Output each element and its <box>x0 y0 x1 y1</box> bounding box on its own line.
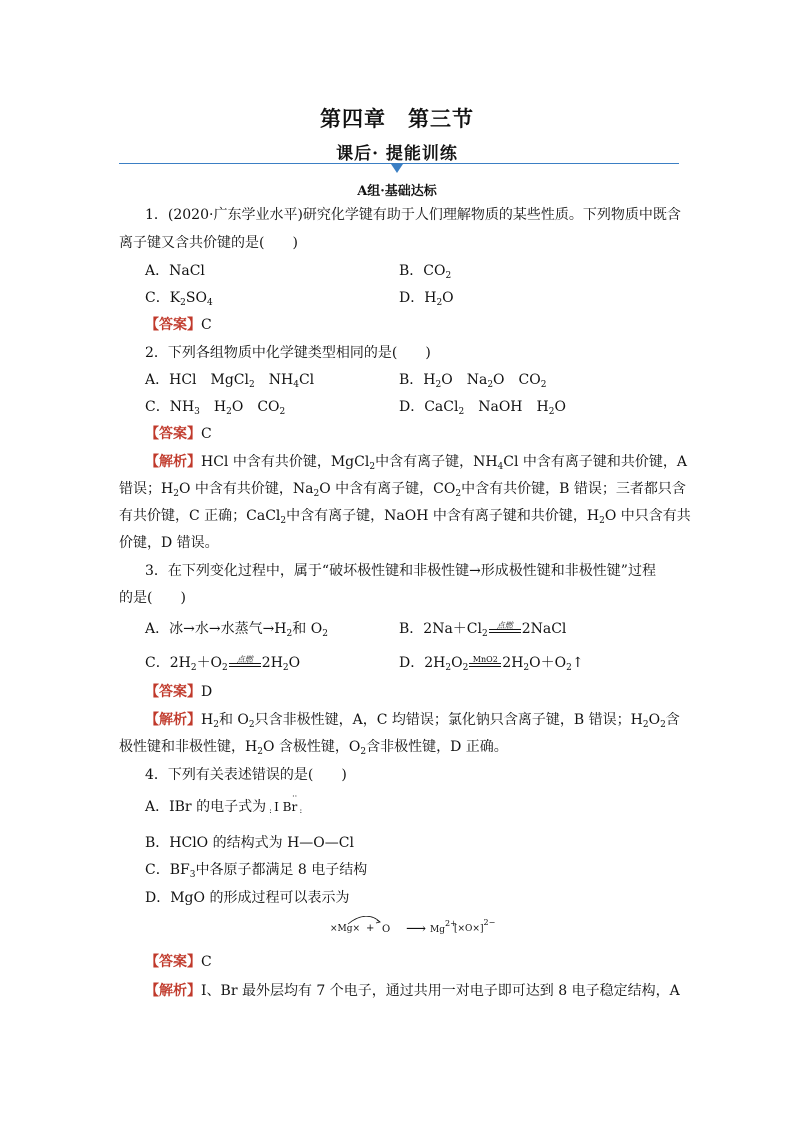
q4-option-d: D．MgO 的形成过程可以表示为 <box>145 890 350 906</box>
q1-answer: 【答案】C <box>145 317 212 333</box>
q2-analysis-line3: 有共价键，C 正确；CaCl$_2$中含有离子键，NaOH 中含有离子键和共价键，$H_2O$ 中只含有共 <box>119 508 691 526</box>
q2-analysis-line1: 【解析】HCl 中含有共价键，MgCl$_2$中含有离子键，$NH_4Cl$ 中含有离子键和共价键，A <box>145 454 688 472</box>
mgo-mg-ion: $Mg^{2+}$ <box>430 919 457 935</box>
q2-analysis-line4: 价键，D 错误。 <box>119 535 219 551</box>
chapter-title: 第四章 第三节 <box>320 106 474 131</box>
mgo-o-ion: $[\times O\times]^{2-}$ <box>454 918 496 934</box>
q4-analysis-line1: 【解析】I、Br 最外层均有 7 个电子，通过共用一对电子即可达到 8 电子稳定结构，A <box>145 983 680 999</box>
q3-option-c: C．$2H_2+O_2$ 点燃 $2H_2O$ <box>145 655 301 673</box>
q1-option-d: D．$H_2O$ <box>399 290 454 308</box>
sub-title: 课后· 提能训练 <box>336 144 458 164</box>
q3-stem-line2: 的是( ) <box>119 590 186 606</box>
q4-answer: 【答案】C <box>145 954 212 970</box>
mgo-plus: + <box>366 923 375 934</box>
reaction-arrow: MnO2 <box>468 653 502 673</box>
q2-option-d: D．CaCl$_2$ NaOH $H_2O$ <box>399 399 566 417</box>
q3-option-b: B．$2Na+Cl_2$ 点燃 2NaCl <box>399 621 567 639</box>
group-title: A组·基础达标 <box>357 184 437 199</box>
reaction-arrow: 点燃 <box>228 653 262 673</box>
q3-stem-line1: 3．在下列变化过程中，属于“破坏极性键和非极性键→形成极性键和非极性键”过程 <box>145 563 656 579</box>
q4-option-b: B．HClO 的结构式为 H—O—Cl <box>145 835 354 851</box>
q3-analysis-line1: 【解析】$H_2$和 $O_2$只含非极性键，A，C 均错误；氯化钠只含离子键，B 错误；$H_2O_2$含 <box>145 712 680 730</box>
mgo-formation-diagram <box>330 916 500 942</box>
q3-analysis-line2: 极性键和非极性键，$H_2O$ 含极性键，$O_2$含非极性键，D 正确。 <box>119 739 508 757</box>
q1-stem-line1: 1．(2020·广东学业水平)研究化学键有助于人们理解物质的某些性质。下列物质中既含 <box>145 207 681 223</box>
q4-stem: 4．下列有关表述错误的是( ) <box>145 767 347 783</box>
q1-option-c: C．$K_2SO_4$ <box>145 290 213 308</box>
q2-option-a: A．HCl MgCl$_2$ $NH_4Cl$ <box>145 372 315 390</box>
q4-option-a: A．IBr 的电子式为 ·· : I Br : <box>145 792 303 815</box>
q2-stem: 2．下列各组物质中化学键类型相同的是( ) <box>145 345 431 361</box>
q4-option-c: C．$BF_3$中各原子都满足 8 电子结构 <box>145 862 368 880</box>
q1-option-b: B．$CO_2$ <box>399 263 452 281</box>
q3-option-a: A．冰→水→水蒸气$\to H_2$和 $O_2$ <box>145 621 328 639</box>
q2-option-c: C．$NH_3$ $H_2O$ $CO_2$ <box>145 399 286 417</box>
q3-answer: 【答案】D <box>145 684 213 700</box>
mgo-arrow: ⟶ <box>406 921 427 937</box>
divider-triangle-icon <box>391 164 403 173</box>
mgo-o-atom: O <box>382 924 391 935</box>
mgo-mg-atom: ×Mg× <box>330 924 361 934</box>
q3-option-d: D．$2H_2O_2$ MnO2 $2H_2O+O_2↑$ <box>399 655 584 673</box>
q2-analysis-line2: 错误；$H_2O$ 中含有共价键，$Na_2O$ 中含有离子键，$CO_2$中含有共价键，B 错误；三者都只含 <box>119 481 686 499</box>
q1-option-a: A．NaCl <box>145 263 205 279</box>
q2-answer: 【答案】C <box>145 426 212 442</box>
q2-option-b: B．$H_2O$ $Na_2O$ $CO_2$ <box>399 372 547 390</box>
reaction-arrow: 点燃 <box>488 619 522 639</box>
ibr-electron-formula: ·· : I Br : <box>269 792 303 815</box>
q1-stem-line2: 离子键又含共价键的是( ) <box>119 235 298 251</box>
